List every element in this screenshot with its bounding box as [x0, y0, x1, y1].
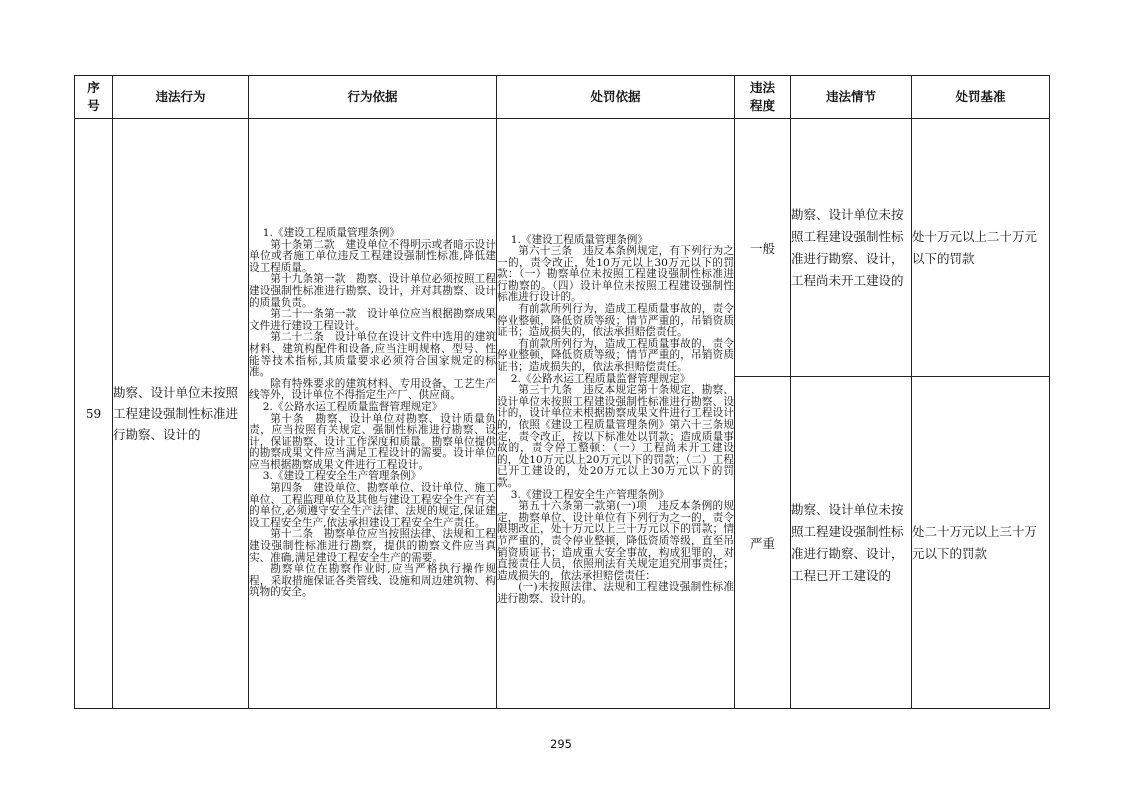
- header-situation: 违法情节: [791, 76, 912, 119]
- penalty-paragraph: 第三十九条 违反本规定第十条规定，勘察、设计单位未按照工程建设强制性标准进行勘察、设计的，设计单位未根据勘察成果文件进行工程设计的，依照《建设工程质量管理条例》第六十三条规定，责令改正，按以下标准处以罚款；造成质量事故的，责令停工整顿：（一）工程尚未开工建设的，处10万元以上20万元以下的罚款；（二）工程已开工建设的，处20万元以上30万元以下的罚款。: [497, 384, 734, 489]
- penalty-paragraph: 第五十六条第一款第(一)项 违反本条例的规定，勘察单位、设计单位有下列行为之一的，责令限期改正，处十万元以上三十万元以下的罚款；情节严重的，责令停业整顿，降低资质等级，直至吊销资质证书；造成重大安全事故，构成犯罪的，对直接责任人员，依照刑法有关规定追究刑事责任；造成损失的，依法承担赔偿责任：: [497, 500, 734, 582]
- penalty-paragraph: 3.《建设工程安全生产管理条例》: [510, 488, 670, 501]
- basis-paragraph: 第四条 建设单位、勘察单位、设计单位、施工单位、工程监理单位及其他与建设工程安全生产有关的单位,必须遵守安全生产法律、法规的规定,保证建设工程安全生产,依法承担建设工程安全生产责任。: [249, 482, 496, 529]
- header-row: [75, 76, 1050, 119]
- basis-paragraph: 第十条 勘察、设计单位对勘察、设计质量负责，应当按照有关规定、强制性标准进行勘察、设计，保证勘察、设计工作深度和质量。勘察单位提供的勘察成果文件应当满足工程设计的需要。设计单位应当根据勘察成果文件进行工程设计。: [249, 412, 496, 471]
- basis-paragraph: 2.《公路水运工程质量监督管理规定》: [262, 400, 443, 413]
- situation-general: 勘察、设计单位未按照工程建设强制性标准进行勘察、设计，工程尚未开工建设的: [791, 119, 912, 377]
- penalty-paragraph: 2.《公路水运工程质量监督管理规定》: [510, 372, 691, 385]
- penalty-paragraph: 1.《建设工程质量管理条例》: [510, 233, 648, 246]
- penalty-paragraph: 第六十三条 违反本条例规定，有下列行为之一的，责令改正，处10万元以上30万元以下的罚款：（一）勘察单位未按照工程建设强制性标准进行勘察的。（四）设计单位未按照工程建设强制性标准进行设计的。: [497, 245, 734, 304]
- header-degree: 违法 程度: [735, 76, 791, 119]
- basis-paragraph: 第二十二条 设计单位在设计文件中选用的建筑材料、建筑构配件和设备,应当注明规格、型号、性能等技术指标,其质量要求必须符合国家规定的标准。: [249, 331, 496, 379]
- penalty-standard-table: [74, 75, 1050, 709]
- basis-paragraph: 第二十一条第一款 设计单位应当根据勘察成果文件进行建设工程设计。: [249, 308, 496, 332]
- situation-serious: 勘察、设计单位未按照工程建设强制性标准进行勘察、设计，工程已开工建设的: [791, 377, 912, 709]
- standard-general: 处十万元以上二十万元以下的罚款: [912, 119, 1050, 377]
- basis-paragraph: 勘察单位在勘察作业时,应当严格执行操作规程，采取措施保证各类管线、设施和周边建筑物、构筑物的安全。: [249, 563, 496, 599]
- standard-serious: 处二十万元以上三十万元以下的罚款: [912, 377, 1050, 709]
- header-violation: 违法行为: [113, 76, 249, 119]
- basis-paragraph: 第十九条第一款 勘察、设计单位必须按照工程建设强制性标准进行勘察、设计，并对其勘察、设计的质量负责。: [249, 273, 496, 309]
- penalty-paragraph: (一)未按照法律、法规和工程建设强制性标准进行勘察、设计的。: [497, 581, 734, 605]
- penalty-paragraph: 有前款所列行为，造成工程质量事故的，责令停业整顿，降低资质等级；情节严重的，吊销资质证书；造成损失的，依法承担赔偿责任。: [497, 303, 734, 339]
- row-seq: 59: [75, 119, 113, 709]
- row-basis: [249, 119, 497, 709]
- row-violation: 勘察、设计单位未按照工程建设强制性标准进行勘察、设计的: [113, 119, 249, 709]
- basis-paragraph: 第十条第二款 建设单位不得明示或者暗示设计单位或者施工单位违反工程建设强制性标准,降低建设工程质量。: [249, 238, 496, 274]
- row-penalty-basis: [497, 119, 735, 709]
- degree-serious: 严重: [735, 377, 791, 709]
- page-number: 295: [550, 737, 572, 751]
- header-seq: 序 号: [75, 76, 113, 119]
- penalty-paragraph: 有前款所列行为，造成工程质量事故的，责令停业整顿，降低资质等级；情节严重的，吊销资质证书；造成损失的，依法承担赔偿责任。: [497, 337, 734, 374]
- header-penalty-basis: 处罚依据: [497, 76, 735, 119]
- header-standard: 处罚基准: [912, 76, 1050, 119]
- degree-general: 一般: [735, 119, 791, 377]
- basis-paragraph: 第十二条 勘察单位应当按照法律、法规和工程建设强制性标准进行勘察，提供的勘察文件应当真实、准确,满足建设工程安全生产的需要。: [249, 528, 496, 564]
- basis-paragraph: 3.《建设工程安全生产管理条例》: [262, 470, 422, 483]
- basis-paragraph: 1.《建设工程质量管理条例》: [262, 227, 400, 239]
- table-row: [75, 119, 1050, 377]
- basis-paragraph: 除有特殊要求的建筑材料、专用设备、工艺生产线等外，设计单位不得指定生产厂、供应商。: [249, 377, 496, 402]
- header-basis: 行为依据: [249, 76, 497, 119]
